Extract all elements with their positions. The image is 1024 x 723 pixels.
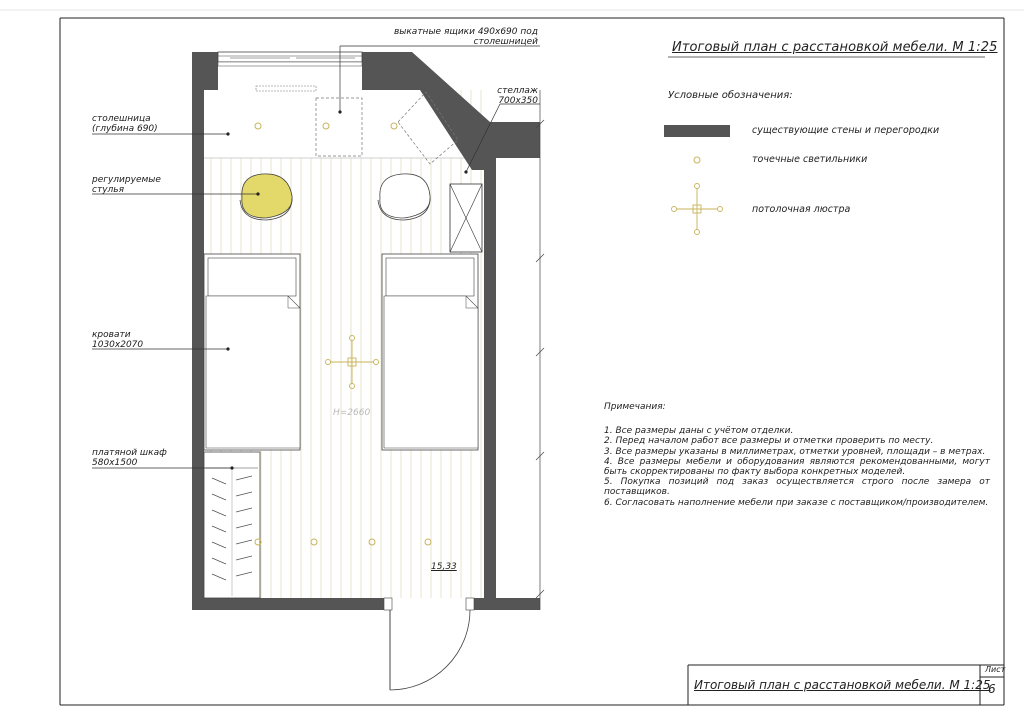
legend-item-spotlights: точечные светильники — [752, 154, 868, 165]
bed-left — [204, 254, 300, 450]
label-drawers-line1: выкатные ящики 490х690 под — [393, 27, 538, 37]
note-1: 1. Все размеры даны с учётом отделки. — [604, 426, 794, 437]
label-countertop-line2: (глубина 690) — [92, 124, 158, 134]
note-3: 3. Все размеры указаны в миллиметрах, отметки уровней, площади – в метрах. — [604, 446, 986, 457]
legend-item-chandelier: потолочная люстра — [752, 204, 851, 215]
legend-chandelier-symbol — [672, 184, 723, 235]
label-countertop-line1: столешница — [92, 114, 151, 124]
note-2: 2. Перед началом работ все размеры и отметки проверить по месту. — [604, 436, 934, 447]
label-chairs-line2: стулья — [92, 185, 124, 195]
legend-item-walls: существующие стены и перегородки — [752, 125, 940, 136]
ceiling-height-mark: H=2660 — [333, 408, 371, 418]
room-area-mark: 15,33 — [431, 562, 457, 572]
label-beds-line2: 1030х2070 — [92, 340, 144, 350]
sheet-number: 6 — [988, 682, 996, 696]
note-5: 5. Покупка позиций под заказ осуществляется строго после замера от поставщиков. — [604, 477, 990, 498]
label-wardrobe — [92, 448, 167, 468]
label-wardrobe-line1: платяной шкаф — [92, 448, 167, 458]
legend-wall-symbol — [664, 125, 730, 137]
label-rack — [480, 86, 538, 106]
label-rack-line1: стеллаж — [497, 86, 538, 96]
sheet-label: Лист — [985, 665, 1006, 674]
window — [218, 52, 362, 66]
legend-heading: Условные обозначения: — [668, 90, 793, 101]
door — [384, 598, 474, 690]
rack — [450, 184, 482, 252]
wardrobe — [204, 452, 260, 598]
label-beds-line1: кровати — [92, 330, 131, 340]
dimension-line — [536, 90, 544, 610]
label-chairs-line1: регулируемые — [92, 175, 161, 185]
label-countertop — [92, 114, 158, 134]
notes — [604, 402, 990, 508]
label-rack-line2: 700х350 — [498, 96, 538, 106]
stamp-title: Итоговый план с расстановкой мебели. М 1:25 — [694, 678, 991, 692]
legend-spotlight-symbol — [694, 157, 700, 163]
label-wardrobe-line2: 580х1500 — [92, 458, 138, 468]
label-drawers-line2: столешницей — [473, 37, 538, 47]
notes-heading: Примечания: — [604, 402, 666, 412]
label-drawers — [392, 27, 538, 47]
label-beds — [92, 330, 143, 350]
page-title: Итоговый план с расстановкой мебели. М 1:25 — [672, 40, 998, 55]
note-6: 6. Согласовать наполнение мебели при заказе с поставщиком/производителем. — [604, 497, 989, 508]
note-4: 4. Все размеры мебели и оборудования являются рекомендованными, могут быть скорректированы по факту выбора конкретных моделей. — [604, 456, 990, 478]
label-chairs — [92, 175, 161, 195]
bed-right — [382, 254, 478, 450]
